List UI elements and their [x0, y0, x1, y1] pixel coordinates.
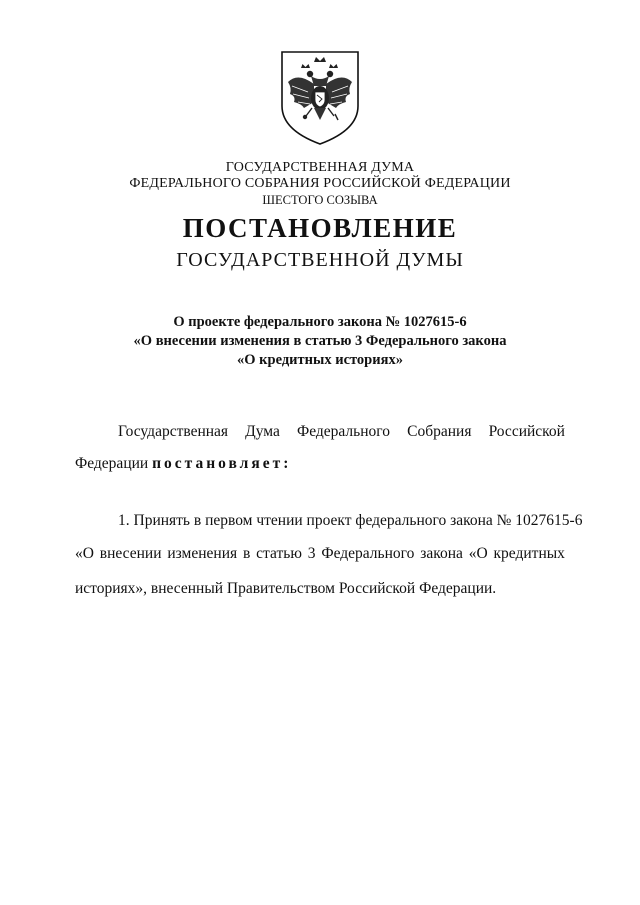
preamble-word: Государственная: [118, 423, 229, 440]
item1-line1: 1. Принять в первом чтении проект федерального закона № 1027615-6: [118, 512, 583, 529]
item1-word: внесении: [99, 545, 162, 562]
preamble-line1: [118, 423, 565, 441]
preamble-word: Федерального: [296, 423, 391, 440]
org-name-line2: ФЕДЕРАЛЬНОГО СОБРАНИЯ РОССИЙСКОЙ ФЕДЕРАЦИИ: [129, 176, 511, 191]
item1-word: «О: [468, 545, 488, 562]
convocation: ШЕСТОГО СОЗЫВА: [262, 193, 378, 207]
item1-line3: историях», внесенный Правительством Российской Федерации.: [75, 580, 497, 597]
item1-word: закона: [420, 545, 463, 562]
preamble-prefix: Федерации: [75, 455, 149, 472]
item1-word: в: [242, 545, 251, 562]
subject-line2: «О внесении изменения в статью 3 Федерального закона: [133, 333, 507, 349]
preamble-verb: постановляет:: [152, 455, 292, 472]
item1-word: кредитных: [493, 545, 565, 562]
preamble-word: Российской: [488, 423, 565, 440]
document-type-title: ПОСТАНОВЛЕНИЕ: [182, 213, 458, 243]
document-type-subtitle: ГОСУДАРСТВЕННОЙ ДУМЫ: [176, 249, 464, 271]
item1-word: статью: [256, 545, 302, 562]
subject-line1: О проекте федерального закона № 1027615-6: [173, 314, 467, 330]
item1-line2: [75, 545, 565, 563]
item1-word: изменения: [167, 545, 238, 562]
state-emblem-icon: [278, 48, 362, 148]
preamble-word: Собрания: [407, 423, 472, 440]
item1-word: Федерального: [321, 545, 415, 562]
item1-word: «О: [75, 545, 94, 562]
preamble-word: Дума: [245, 423, 280, 440]
preamble-line2: [75, 455, 291, 473]
org-name-line1: ГОСУДАРСТВЕННАЯ ДУМА: [225, 160, 415, 175]
subject-line3: «О кредитных историях»: [237, 352, 403, 368]
item1-word: 3: [307, 545, 316, 562]
